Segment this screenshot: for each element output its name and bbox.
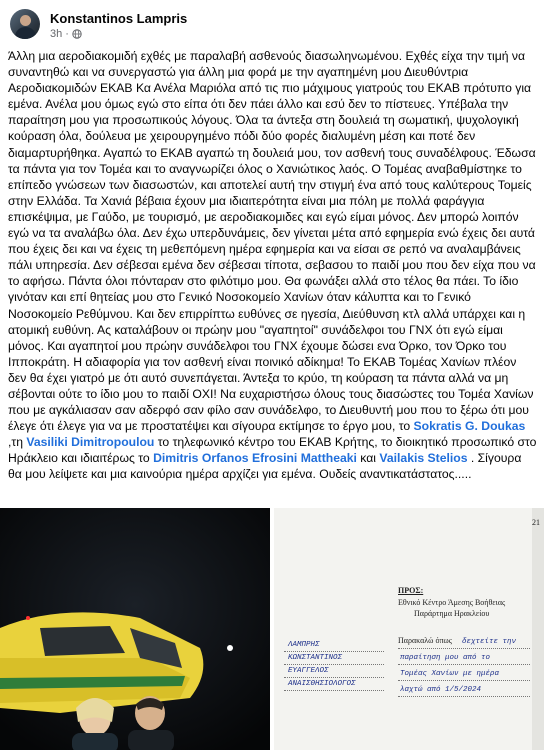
helicopter-photo-illustration [0,508,270,750]
author-avatar[interactable] [10,9,40,39]
globe-icon [72,29,82,39]
hand-specialty: ΑΝΑΙΣΘΗΣΙΟΛΟΓΟΣ [288,680,356,688]
doc-line [398,664,530,665]
post-body [8,48,538,483]
post-header [0,0,544,44]
author-name[interactable]: Konstantinos Lampris [50,11,188,26]
doc-to-label: ΠΡΟΣ: [398,586,424,595]
page-mark: 21 [532,518,540,527]
hand-name: ΚΩΝΣΤΑΝΤΙΝΟΣ [288,654,343,662]
hand-request-3: Τομέας Χανίων με ημέρα [400,670,500,678]
doc-line [398,680,530,681]
photo-resignation-letter[interactable] [274,508,544,750]
photo-helicopter[interactable] [0,508,270,750]
doc-line [284,664,384,665]
avatar-head [20,15,31,26]
post-text-segment: Άλλη μια αεροδιακομιδή εχθές με παραλαβή ασθενούς διασωληνωμένου. Εχθές είχα την τιμή να συναντηθώ και να συνεργαστώ για άλλη μια φορά με την αγαπημένη μου Διευθύντρια Αεροδιακομιδών ΕΚΑΒ Κα Ανέλα Μαριόλα από τις πιο μάχιμους γιατρούς του ΕΚΑΒ πρότυπο για εμένα. Ανέλα μου όμως εγώ στο είπα ότι δεν πάει άλλο και εσύ δεν το πίστευες. Υπέβαλα την παραίτηση μου για προσωπικούς λόγους. Όλα τα άντεξα στη δουλειά τη σωματική, ψυχολογική κούραση όλα, δούλευα με χειρουργημένο πόδι δύο φορές διαλυμένη μέση και ποτέ δεν διαμαρτυρήθηκα. Αγαπώ το ΕΚΑΒ αγαπώ τη δουλειά μου, τον ασθενή τους συναδέλφους. Έδωσα τα πάντα για τον Τομέα και το αναγνωρίζει όλος ο Χανιώτικος λαός. Ο Τομέας αναβαθμίστηκε το επίπεδο γνώσεων των διασωστών, και αποτελεί αυτή την στιγμή ένα από τους καλύτερους Τομείς στην Ελλάδα. Τα Χανιά βέβαια έχουν μια ιδιαιτερότητα είναι μια πόλη με πολλά φαράγγια επισκέψιμα, με Γαύδο, με τουρισμό, με αεροδιακομιδες και εγώ είμαι μόνος. Δεν μπορώ λοιπόν εγώ να τα αναλάβω όλα. Δεν έχω υπερδυνάμεις, δεν γίνεται μέτα από εφημερία ενώ έχεις δει αυτά που έχεις δει και να έχεις τη μεθεπόμενη ημέρα εφημερία και να είσαι σε ρεπό να αναλαμβάνεις πάλι υπηρεσία. Δεν σέβεσαι εμένα δεν σέβεσαι τίποτα, σεβασου το παιδί μου που δεν είχα που να το αφήσω. Πάντα όλοι πόνταραν στο φιλότιμο μου. Θα φωνάξει αλλά στο τέλος θα πάει. Το ίδιο γινόταν και επί θητείας μου στο Γενικό Νοσοκομείο Χανίων όταν κάλυπτα και το Γενικό Νοσοκομείο Ρεθύμνου. Και δεν επιρρίπτω ευθύνες σε ηγεσία, Διεύθυνση κτλ αλλά υπάρχει και η ατομική ευθύνη. Ας καταλάβουν οι πρώην μου "αγαπητοί" συνάδελφοι του ΓΝΧ ότι εγώ είμαι μόνος. Και αγαπητοί μου πρώην συνάδελφοι του ΓΝΧ έχουμε δώσει ενα Όρκο, τον Όρκο του Ιπποκράτη. Η αδιαφορία για τον ασθενή είναι ποινικό αδίκημα! Το ΕΚΑΒ Τομέας Χανίων πλέον δεν θα έχει γιατρό με ότι αυτό συνεπάγεται. Άντεξα το κρύο, τη κούραση τα πάντα αλλά να μη σέβονται ούτε το ίδιο μου το παιδί ΟΧΙ! Να ευχαριστήσω όλους τους διασώστες του Τομέα Χανίων που με αγκάλιασαν σαν αδερφό σαν φίλο σαν συνάδελφο, το Διευθυντή μου που το ξέρω ότι μου έλεγε ότι έλεγε για να με προστατέψει και σίγουρα εκτίμησε το έργο μου, το [8,49,536,434]
hand-request-4: λαχτώ από 1/5/2024 [400,686,482,694]
post-meta [50,28,82,40]
avatar-shoulders [15,27,36,39]
doc-line [398,696,530,697]
mention-link[interactable]: Dimitris Orfanos Efrosini Mattheaki [153,451,357,466]
mention-link[interactable]: Vailakis Stelios [379,451,468,466]
doc-recipient-1: Εθνικό Κέντρο Άμεσης Βοήθειας [398,598,506,607]
doc-request-label: Παρακαλώ όπως [398,636,452,645]
hand-request-2: παραίτηση μου από το [400,654,491,662]
mention-link[interactable]: Sokratis G. Doukas [413,419,526,434]
doc-line [398,648,530,649]
post-time[interactable]: 3h [50,28,63,40]
paper-background [274,508,544,750]
meta-separator: · [65,28,69,40]
mention-link[interactable]: Vasiliki Dimitropoulou [26,435,155,450]
doc-line [284,677,384,678]
doc-line [284,651,384,652]
hand-surname: ΛΑΜΠΡΗΣ [288,641,320,649]
post-text-segment: το τηλεφωνικό κέντρο του ΕΚΑΒ Κρήτης, το διοικητικό προσωπικό στο Ηράκλειο και ιδιαιτέρως το [8,435,537,466]
doc-line [284,690,384,691]
post-text-segment: . Σίγουρα θα μου λείψετε και μια καινούρια ημέρα αρχίζει για εμένα. Ουδείς αναντικατάστατος..... [8,451,522,482]
hand-father: ΕΥΑΓΓΕΛΟΣ [288,667,329,675]
post-text-segment: και [356,451,380,466]
post-photos [0,508,544,750]
hand-request-1: δεχτείτε την [462,638,517,646]
post-text-segment: ,τη [8,435,27,450]
doc-recipient-2: Παράρτημα Ηρακλείου [414,609,490,618]
